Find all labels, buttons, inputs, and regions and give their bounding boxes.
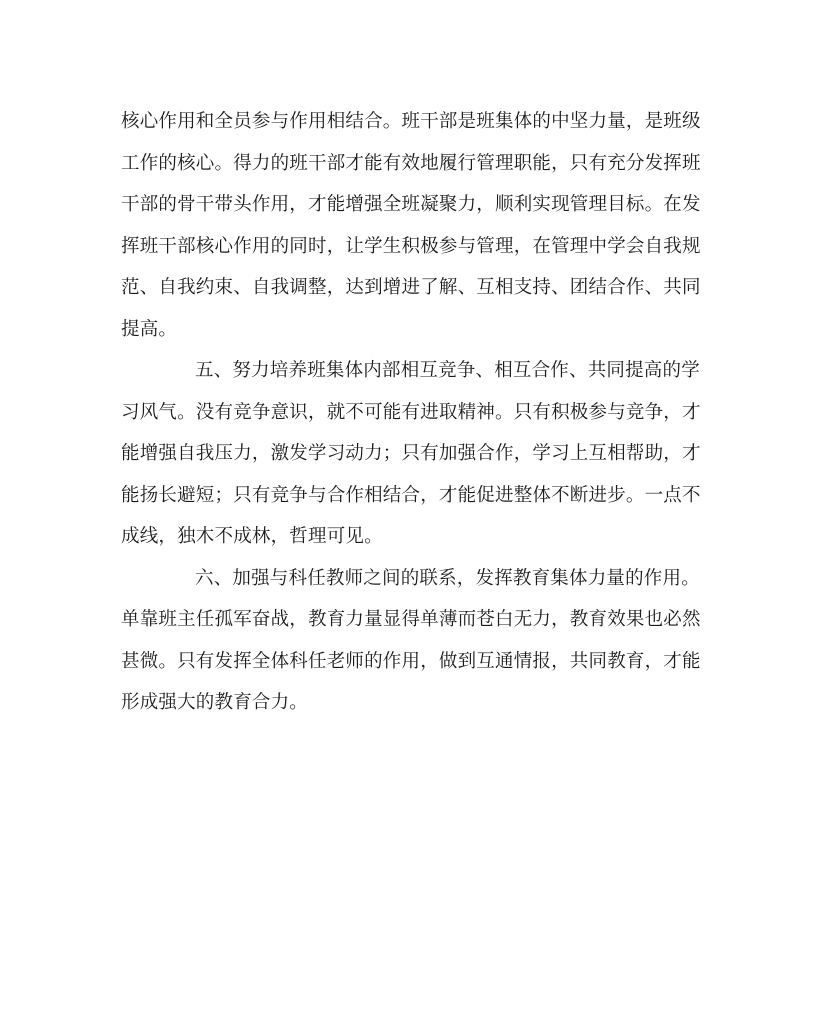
text-line: 能扬长避短；只有竞争与合作相结合，才能促进整体不断进步。一点不 [121, 484, 701, 506]
text-line: 甚微。只有发挥全体科任老师的作用，做到互通情报，共同教育，才能 [121, 650, 701, 672]
text-line: 提高。 [121, 318, 178, 340]
text-line: 习风气。没有竞争意识，就不可能有进取精神。只有积极参与竞争，才 [121, 401, 701, 423]
text-line: 挥班干部核心作用的同时，让学生积极参与管理，在管理中学会自我规 [121, 235, 701, 257]
text-line: 单靠班主任孤军奋战，教育力量显得单薄而苍白无力，教育效果也必然 [121, 609, 701, 630]
section-heading-line: 五、努力培养班集体内部相互竞争、相互合作、共同提高的学 [195, 360, 700, 381]
text-line: 工作的核心。得力的班干部才能有效地履行管理职能，只有充分发挥班 [121, 152, 701, 174]
paragraph-class-cadre [121, 101, 701, 350]
paragraph-section-five [121, 350, 701, 558]
text-line: 干部的骨干带头作用，才能增强全班凝聚力，顺利实现管理目标。在发 [121, 194, 701, 215]
document-body [121, 101, 701, 724]
text-line: 成线，独木不成林，哲理可见。 [121, 526, 383, 547]
text-line: 形成强大的教育合力。 [121, 692, 309, 713]
section-heading-line: 六、加强与科任教师之间的联系，发挥教育集体力量的作用。 [195, 567, 700, 589]
text-line: 核心作用和全员参与作用相结合。班干部是班集体的中坚力量，是班级 [121, 111, 701, 132]
text-line: 能增强自我压力，激发学习动力；只有加强合作，学习上互相帮助，才 [121, 443, 701, 464]
paragraph-section-six [121, 558, 701, 724]
text-line: 范、自我约束、自我调整，达到增进了解、互相支持、团结合作、共同 [121, 277, 701, 298]
